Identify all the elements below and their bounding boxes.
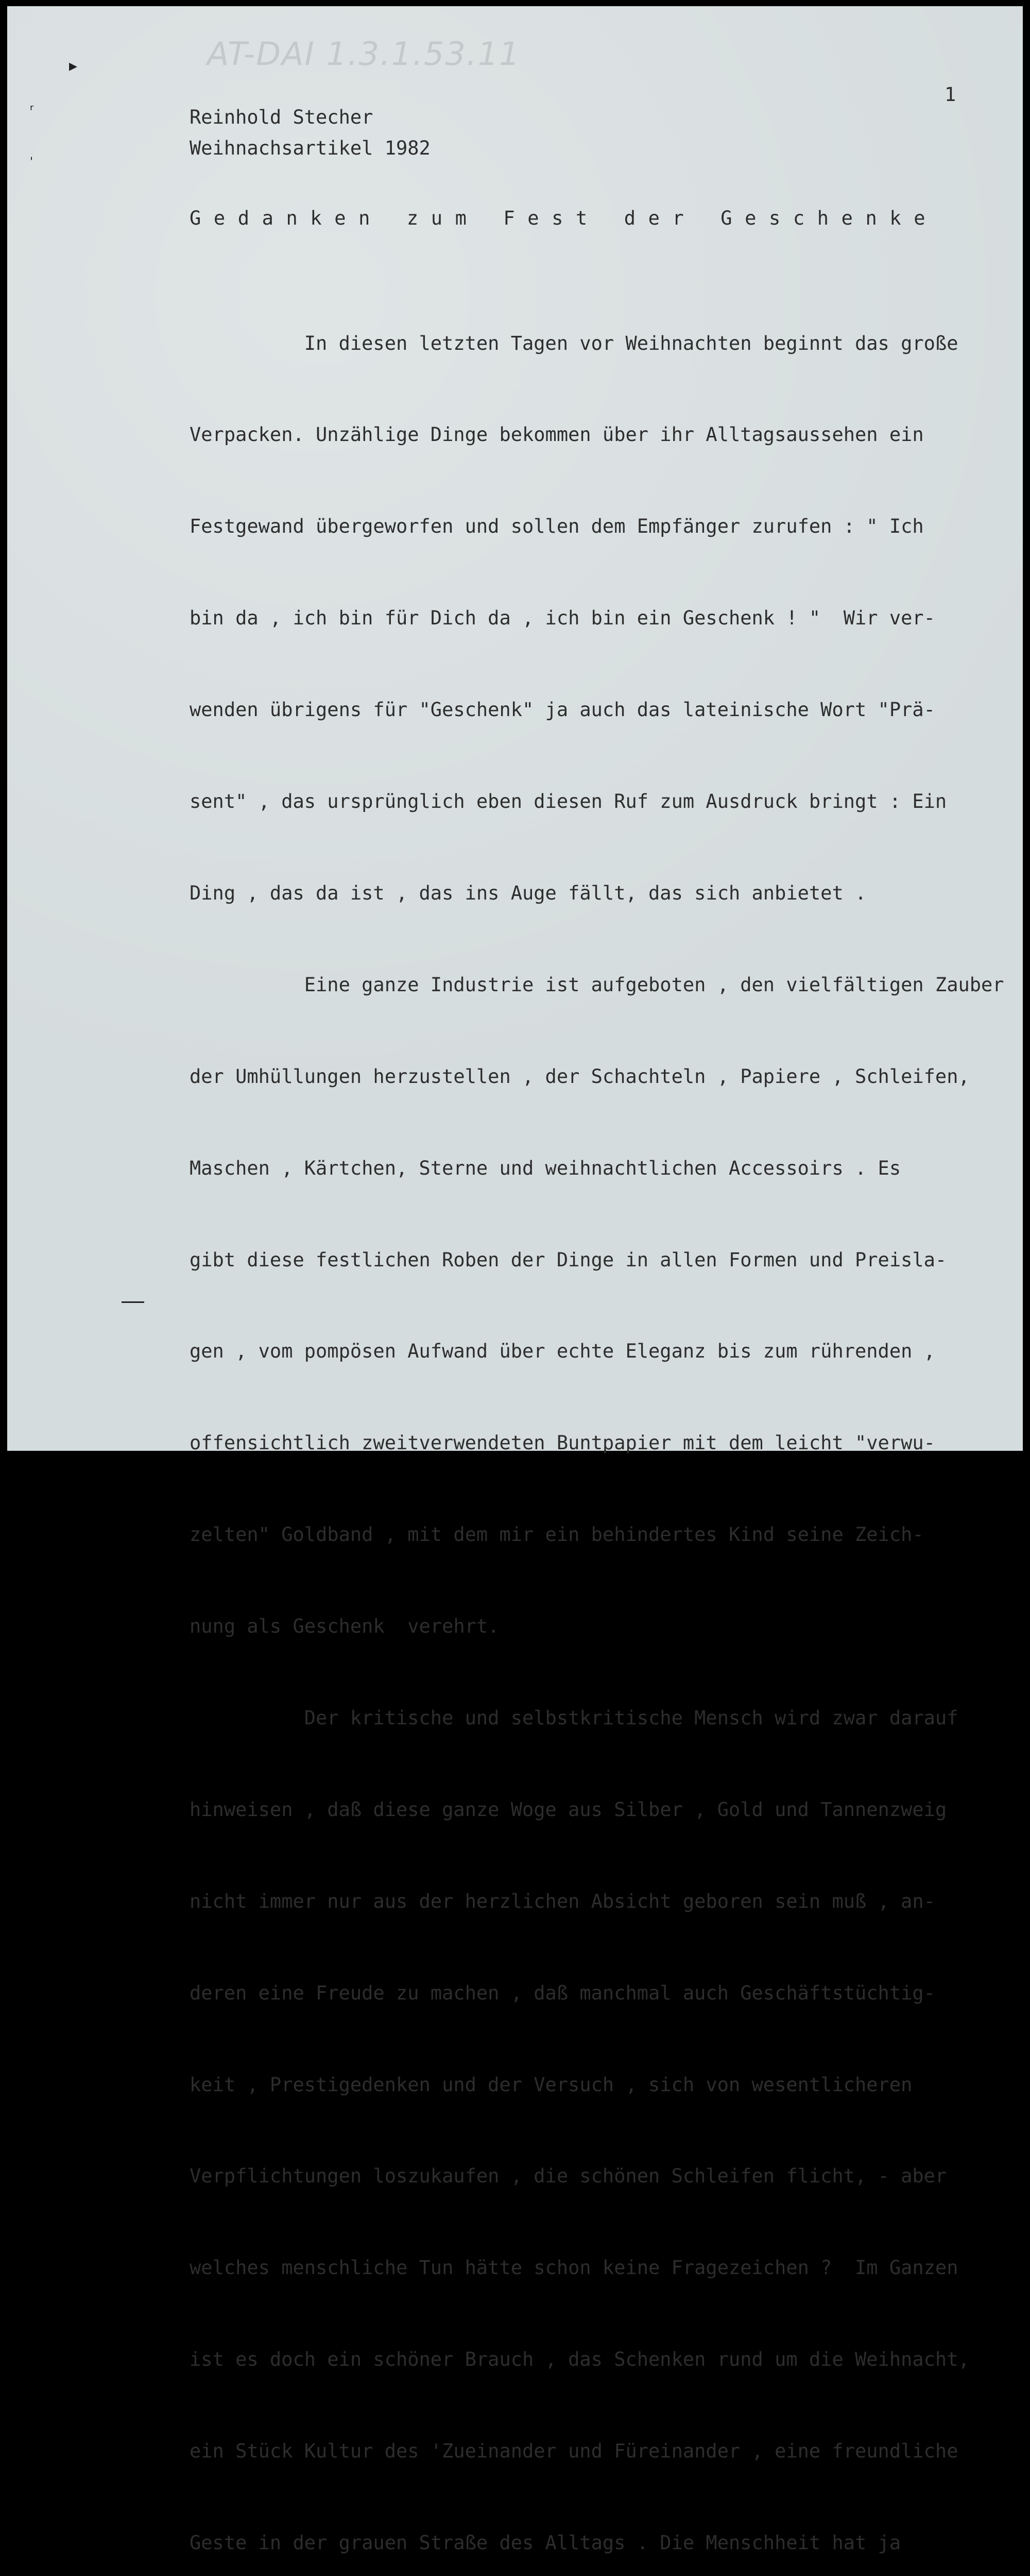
body-line: ist es doch ein schöner Brauch , das Schenken rund um die Weihnacht, [190,2348,970,2371]
body-line: ein Stück Kultur des 'Zueinander und Füreinander , eine freundliche [190,2440,958,2463]
body-line: sent" , das ursprünglich eben diesen Ruf zum Ausdruck bringt : Ein [190,790,947,813]
body-line: In diesen letzten Tagen vor Weihnachten beginnt das große [190,332,958,354]
body-line: bin da , ich bin für Dich da , ich bin ein Geschenk ! " Wir ver- [190,607,935,630]
body-line: deren eine Freude zu machen , daß manchmal auch Geschäftstüchtig- [190,1981,935,2004]
archive-signature: AT-DAI 1.3.1.53.11 [207,35,521,73]
page-number: 1 [945,83,956,106]
body-line: nicht immer nur aus der herzlichen Absicht geboren sein muß , an- [190,1890,935,1912]
document-header [190,102,431,164]
body-line: Eine ganze Industrie ist aufgeboten , den vielfältigen Zauber [190,973,1004,996]
ink-speck: ▸ [69,56,78,75]
article-title: Gedanken zum Fest der Geschenke [190,207,938,229]
body-line: wenden übrigens für "Geschenk" ja auch das lateinische Wort "Prä- [190,699,935,721]
body-line: keit , Prestigedenken und der Versuch , sich von wesentlicheren [190,2073,913,2096]
body-line: offensichtlich zweitverwendeten Buntpapier mit dem leicht "verwu- [190,1432,935,1454]
body-line: Verpacken. Unzählige Dinge bekommen über ihr Alltagsaussehen ein [190,423,924,446]
body-line: nung als Geschenk verehrt. [190,1615,500,1638]
author-name: Reinhold Stecher [190,106,373,128]
body-line: Geste in der grauen Straße des Alltags . Die Menschheit hat ja [190,2531,901,2554]
article-subtitle: Weihnachsartikel 1982 [190,137,431,159]
document-page [7,6,1023,2554]
body-line: Ding , das da ist , das ins Auge fällt, das sich anbietet . [190,882,867,904]
ink-speck: ' [30,156,33,168]
body-line: Festgewand übergeworfen und sollen dem Empfänger zurufen : " Ich [190,515,924,538]
body-line: gibt diese festlichen Roben der Dinge in allen Formen und Preisla- [190,1248,947,1271]
body-line: zelten" Goldband , mit dem mir ein behindertes Kind seine Zeich- [190,1523,924,1546]
body-line: welches menschliche Tun hätte schon keine Fragezeichen ? Im Ganzen [190,2257,958,2279]
ink-speck: ᵣ [30,97,34,114]
body-line: hinweisen , daß diese ganze Woge aus Silber , Gold und Tannenzweig [190,1798,947,1821]
article-body [190,267,1004,2576]
body-line: Verpflichtungen loszukaufen , die schönen Schleifen flicht, - aber [190,2165,947,2188]
margin-dash [122,1301,144,1303]
body-line: Maschen , Kärtchen, Sterne und weihnachtlichen Accessoirs . Es [190,1157,901,1179]
body-line: Der kritische und selbstkritische Mensch wird zwar darauf [190,1706,958,1729]
body-line: gen , vom pompösen Aufwand über echte Eleganz bis zum rührenden , [190,1340,935,1363]
body-line: der Umhüllungen herzustellen , der Schachteln , Papiere , Schleifen, [190,1065,970,1088]
